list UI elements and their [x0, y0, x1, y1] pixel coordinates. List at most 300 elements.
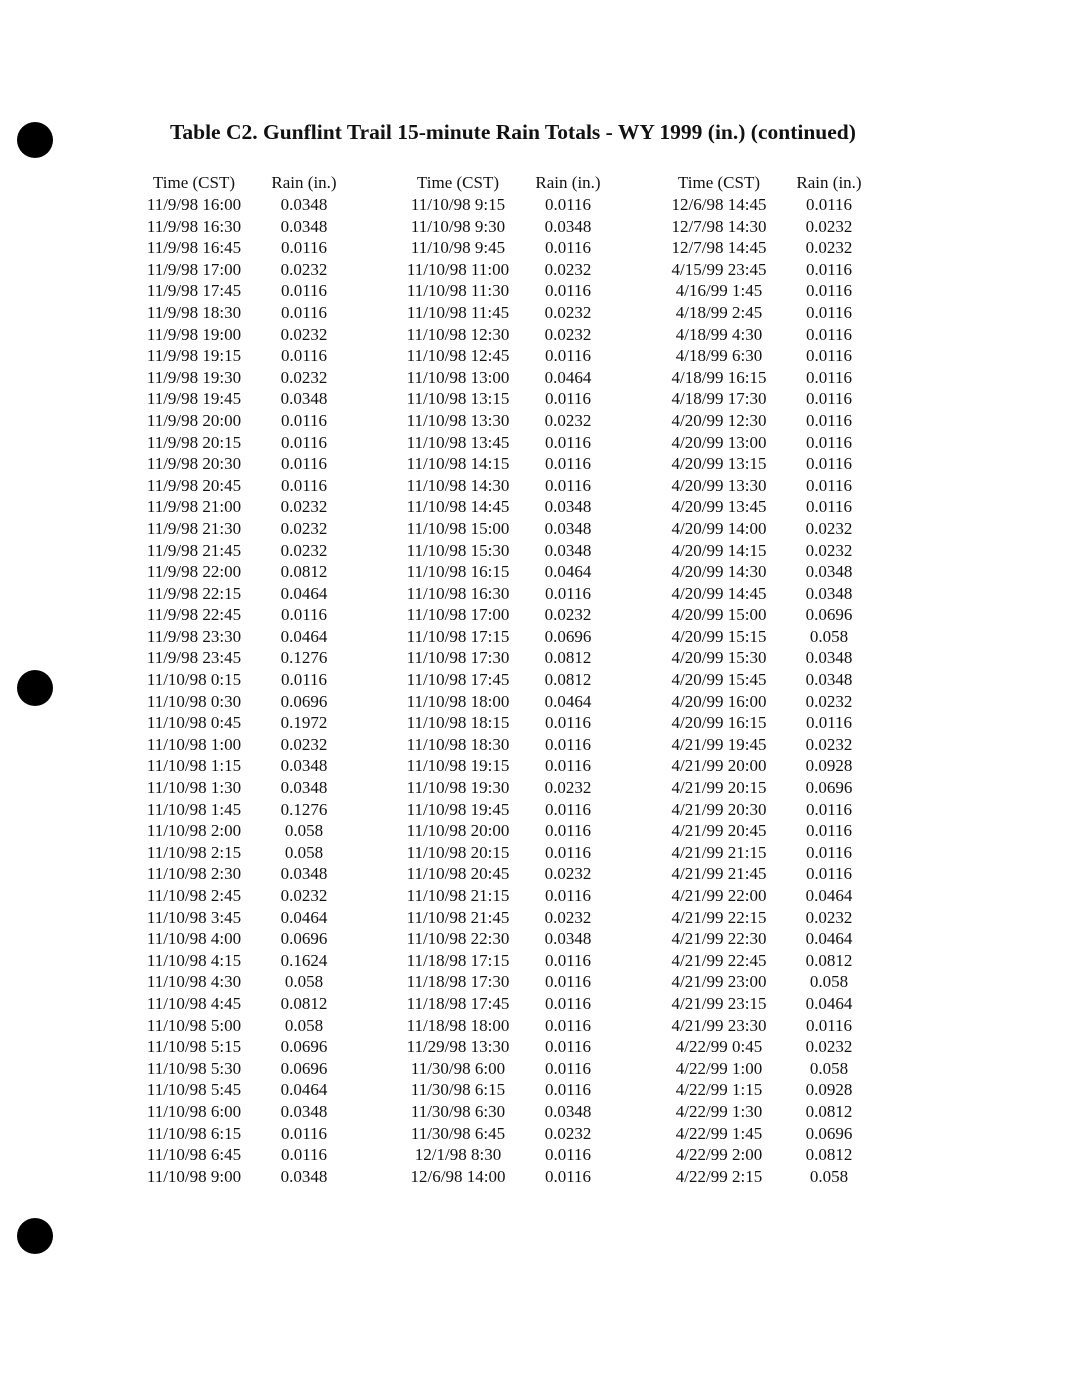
- rain-cell: 0.0232: [544, 778, 592, 798]
- rain-cell: 0.0812: [280, 993, 328, 1013]
- table-row: [654, 755, 874, 777]
- rain-header: Rain (in.): [796, 173, 862, 192]
- time-cell: 4/22/99 1:45: [675, 1123, 763, 1143]
- time-cell: 11/10/98 20:15: [406, 842, 510, 862]
- table-row: [654, 1123, 874, 1145]
- rain-cell: 0.0348: [280, 1101, 328, 1121]
- table-row: [130, 280, 350, 302]
- time-cell: 11/30/98 6:15: [410, 1080, 506, 1100]
- table-row: [130, 367, 350, 389]
- table-row: [654, 626, 874, 648]
- rain-cell: 0.0116: [805, 346, 853, 366]
- rain-cell: 0.0232: [544, 324, 592, 344]
- table-row: [130, 691, 350, 713]
- table-row: [393, 237, 613, 259]
- time-cell: 11/10/98 9:30: [410, 216, 506, 236]
- rain-cell: 0.0116: [805, 799, 853, 819]
- time-cell: 11/9/98 19:30: [146, 367, 242, 387]
- rain-cell: 0.0116: [544, 734, 592, 754]
- rain-cell: 0.0232: [544, 605, 592, 625]
- table-row: [654, 820, 874, 842]
- time-cell: 11/10/98 4:00: [146, 929, 242, 949]
- rain-cell: 0.0116: [280, 1123, 328, 1143]
- rain-cell: 0.0464: [805, 993, 853, 1013]
- table-row: [130, 669, 350, 691]
- rain-cell: 0.0348: [544, 929, 592, 949]
- time-cell: 11/9/98 20:30: [146, 454, 242, 474]
- time-cell: 11/9/98 22:45: [146, 605, 242, 625]
- time-cell: 4/21/99 23:00: [671, 972, 767, 992]
- time-cell: 11/10/98 2:00: [146, 821, 242, 841]
- table-row: [393, 820, 613, 842]
- rain-cell: 0.1624: [280, 950, 328, 970]
- table-rows: [654, 194, 874, 1187]
- time-cell: 11/10/98 5:00: [146, 1015, 242, 1035]
- table-row: [654, 907, 874, 929]
- table-row: [130, 453, 350, 475]
- table-row: [130, 475, 350, 497]
- time-cell: 11/9/98 21:00: [146, 497, 242, 517]
- time-cell: 11/10/98 13:45: [406, 432, 510, 452]
- table-row: [130, 799, 350, 821]
- time-cell: 11/10/98 1:15: [146, 756, 242, 776]
- time-cell: 4/20/99 13:15: [671, 454, 767, 474]
- rain-cell: 0.1276: [280, 648, 328, 668]
- time-header: Time (CST): [416, 173, 500, 192]
- table-row: [393, 518, 613, 540]
- time-cell: 11/10/98 12:30: [406, 324, 510, 344]
- table-row: [393, 842, 613, 864]
- table-row: [654, 237, 874, 259]
- time-cell: 11/18/98 17:30: [406, 972, 510, 992]
- table-row: [654, 345, 874, 367]
- table-row: [654, 410, 874, 432]
- time-cell: 11/9/98 19:45: [146, 389, 242, 409]
- rain-cell: 0.0812: [805, 950, 853, 970]
- table-row: [130, 1166, 350, 1188]
- time-cell: 11/10/98 4:30: [146, 972, 242, 992]
- rain-cell: 0.0116: [544, 799, 592, 819]
- table-row: [393, 691, 613, 713]
- time-cell: 11/10/98 22:30: [406, 929, 510, 949]
- rain-cell: 0.0116: [544, 346, 592, 366]
- rain-cell: 0.0116: [805, 324, 853, 344]
- rain-cell: 0.0696: [805, 778, 853, 798]
- time-cell: 4/21/99 20:30: [671, 799, 767, 819]
- time-cell: 11/9/98 18:30: [146, 302, 242, 322]
- table-row: [393, 907, 613, 929]
- rain-cell: 0.0696: [280, 1037, 328, 1057]
- table-row: [654, 691, 874, 713]
- table-row: [654, 453, 874, 475]
- table-row: [393, 259, 613, 281]
- rain-cell: 0.058: [284, 972, 324, 992]
- time-cell: 4/20/99 13:45: [671, 497, 767, 517]
- rain-cell: 0.0928: [805, 1080, 853, 1100]
- rain-cell: 0.0232: [805, 216, 853, 236]
- time-cell: 11/10/98 21:15: [406, 886, 510, 905]
- table-row: [654, 863, 874, 885]
- time-cell: 4/21/99 20:15: [671, 778, 767, 798]
- rain-cell: 0.0464: [805, 929, 853, 949]
- table-row: [393, 367, 613, 389]
- rain-cell: 0.0116: [544, 1015, 592, 1035]
- rain-cell: 0.0116: [280, 670, 328, 690]
- time-cell: 11/10/98 21:45: [406, 907, 510, 927]
- rain-cell: 0.0116: [805, 475, 853, 495]
- table-row: [130, 950, 350, 972]
- time-cell: 11/10/98 19:45: [406, 799, 510, 819]
- time-cell: 4/16/99 1:45: [675, 281, 763, 301]
- table-row: [130, 734, 350, 756]
- rain-cell: 0.0116: [805, 821, 853, 841]
- table-row: [130, 410, 350, 432]
- rain-cell: 0.0348: [280, 756, 328, 776]
- rain-cell: 0.058: [809, 626, 849, 646]
- time-cell: 11/9/98 23:30: [146, 626, 242, 646]
- rain-cell: 0.0348: [805, 648, 853, 668]
- rain-cell: 0.0232: [544, 1123, 592, 1143]
- rain-cell: 0.0116: [805, 302, 853, 322]
- time-cell: 4/21/99 23:30: [671, 1015, 767, 1035]
- rain-cell: 0.0116: [805, 259, 853, 279]
- rain-cell: 0.0348: [280, 864, 328, 884]
- rain-cell: 0.0232: [280, 497, 328, 517]
- table-row: [393, 885, 613, 907]
- rain-cell: 0.0232: [280, 518, 328, 538]
- table-row: [654, 540, 874, 562]
- table-row: [130, 345, 350, 367]
- table-row: [654, 280, 874, 302]
- rain-cell: 0.0348: [280, 1166, 328, 1186]
- table-row: [130, 971, 350, 993]
- time-cell: 11/9/98 16:30: [146, 216, 242, 236]
- time-cell: 11/10/98 11:30: [406, 281, 510, 301]
- table-row: [654, 432, 874, 454]
- time-cell: 11/9/98 19:00: [146, 324, 242, 344]
- rain-cell: 0.0348: [280, 195, 328, 214]
- table-row: [393, 410, 613, 432]
- table-row: [393, 1079, 613, 1101]
- time-cell: 11/9/98 20:15: [146, 432, 242, 452]
- table-row: [130, 1036, 350, 1058]
- time-cell: 4/20/99 12:30: [671, 410, 767, 430]
- rain-cell: 0.0232: [805, 238, 853, 258]
- time-cell: 11/10/98 14:15: [406, 454, 510, 474]
- time-cell: 4/15/99 23:45: [671, 259, 767, 279]
- table-row: [393, 863, 613, 885]
- time-cell: 4/18/99 6:30: [675, 346, 763, 366]
- table-row: [654, 1058, 874, 1080]
- table-row: [393, 496, 613, 518]
- rain-cell: 0.0348: [280, 389, 328, 409]
- time-cell: 11/9/98 16:45: [146, 238, 242, 258]
- rain-cell: 0.0232: [805, 734, 853, 754]
- rain-cell: 0.0464: [805, 886, 853, 905]
- column-header-row: [393, 172, 613, 194]
- time-cell: 4/18/99 4:30: [675, 324, 763, 344]
- column-header-row: [130, 172, 350, 194]
- time-cell: 11/10/98 12:45: [406, 346, 510, 366]
- time-cell: 11/10/98 18:15: [406, 713, 510, 733]
- rain-cell: 0.0116: [544, 454, 592, 474]
- table-row: [654, 1079, 874, 1101]
- table-title: Table C2. Gunflint Trail 15-minute Rain Totals - WY 1999 (in.) (continued): [170, 120, 856, 144]
- rain-cell: 0.0696: [280, 1058, 328, 1078]
- table-row: [654, 647, 874, 669]
- time-cell: 11/10/98 5:45: [146, 1080, 242, 1100]
- time-cell: 11/10/98 9:00: [146, 1166, 242, 1186]
- table-row: [393, 604, 613, 626]
- time-cell: 4/20/99 14:30: [671, 562, 767, 582]
- rain-cell: 0.0232: [544, 907, 592, 927]
- time-header: Time (CST): [677, 173, 761, 192]
- time-cell: 11/10/98 17:45: [406, 670, 510, 690]
- table-row: [130, 302, 350, 324]
- time-cell: 11/9/98 19:15: [146, 346, 242, 366]
- table-row: [130, 237, 350, 259]
- rain-cell: 0.0116: [805, 432, 853, 452]
- time-cell: 12/7/98 14:45: [671, 238, 767, 258]
- time-cell: 11/10/98 11:45: [406, 302, 510, 322]
- rain-cell: 0.0232: [544, 302, 592, 322]
- rain-cell: 0.0116: [544, 475, 592, 495]
- time-cell: 4/21/99 22:15: [671, 907, 767, 927]
- rain-cell: 0.1276: [280, 799, 328, 819]
- time-cell: 11/10/98 4:15: [146, 950, 242, 970]
- table-row: [393, 647, 613, 669]
- table-row: [393, 1166, 613, 1188]
- rain-cell: 0.0464: [280, 583, 328, 603]
- rain-cell: 0.0232: [805, 518, 853, 538]
- table-row: [654, 496, 874, 518]
- table-row: [130, 496, 350, 518]
- rain-cell: 0.0116: [544, 886, 592, 905]
- rain-cell: 0.0928: [805, 756, 853, 776]
- table-row: [654, 669, 874, 691]
- table-row: [393, 1036, 613, 1058]
- time-cell: 11/9/98 21:45: [146, 540, 242, 560]
- time-cell: 11/10/98 2:30: [146, 864, 242, 884]
- table-row: [130, 755, 350, 777]
- time-cell: 11/10/98 20:45: [406, 864, 510, 884]
- table-row: [130, 1058, 350, 1080]
- table-row: [654, 259, 874, 281]
- rain-cell: 0.058: [809, 1166, 849, 1186]
- time-cell: 11/30/98 6:00: [410, 1058, 506, 1078]
- time-cell: 4/22/99 1:00: [675, 1058, 763, 1078]
- table-row: [130, 885, 350, 907]
- table-row: [130, 626, 350, 648]
- time-cell: 4/18/99 16:15: [671, 367, 767, 387]
- time-cell: 11/10/98 1:30: [146, 778, 242, 798]
- rain-cell: 0.0464: [544, 562, 592, 582]
- table-row: [654, 777, 874, 799]
- rain-cell: 0.058: [284, 1015, 324, 1035]
- rain-cell: 0.0116: [544, 1058, 592, 1078]
- rain-cell: 0.0116: [544, 713, 592, 733]
- rain-cell: 0.0232: [544, 259, 592, 279]
- table-row: [393, 1144, 613, 1166]
- time-cell: 4/21/99 22:00: [671, 886, 767, 905]
- rain-cell: 0.058: [284, 842, 324, 862]
- rain-cell: 0.0232: [805, 691, 853, 711]
- rain-cell: 0.0116: [805, 842, 853, 862]
- rain-cell: 0.0464: [280, 1080, 328, 1100]
- table-row: [654, 388, 874, 410]
- table-row: [130, 1015, 350, 1037]
- table-row: [130, 259, 350, 281]
- table-row: [130, 1123, 350, 1145]
- time-cell: 11/10/98 9:15: [410, 195, 506, 214]
- table-row: [393, 583, 613, 605]
- table-row: [393, 712, 613, 734]
- table-row: [393, 194, 613, 216]
- time-cell: 11/10/98 17:15: [406, 626, 510, 646]
- rain-cell: 0.0116: [544, 583, 592, 603]
- rain-cell: 0.0116: [805, 410, 853, 430]
- time-cell: 11/10/98 5:15: [146, 1037, 242, 1057]
- rain-cell: 0.0116: [280, 302, 328, 322]
- time-cell: 11/18/98 18:00: [406, 1015, 510, 1035]
- time-cell: 4/18/99 17:30: [671, 389, 767, 409]
- rain-cell: 0.0116: [544, 950, 592, 970]
- rain-cell: 0.0116: [805, 195, 853, 214]
- table-column-group: [393, 172, 613, 1187]
- rain-cell: 0.0232: [280, 367, 328, 387]
- rain-cell: 0.0348: [544, 216, 592, 236]
- rain-cell: 0.0232: [280, 324, 328, 344]
- time-cell: 4/20/99 13:30: [671, 475, 767, 495]
- time-cell: 11/30/98 6:45: [410, 1123, 506, 1143]
- time-cell: 11/10/98 17:30: [406, 648, 510, 668]
- table-row: [393, 345, 613, 367]
- table-row: [130, 712, 350, 734]
- rain-cell: 0.0348: [544, 497, 592, 517]
- rain-cell: 0.0696: [805, 1123, 853, 1143]
- rain-cell: 0.0116: [544, 1037, 592, 1057]
- table-row: [393, 1123, 613, 1145]
- time-cell: 4/20/99 16:15: [671, 713, 767, 733]
- table-row: [654, 993, 874, 1015]
- time-cell: 12/1/98 8:30: [414, 1145, 502, 1165]
- time-cell: 4/20/99 13:00: [671, 432, 767, 452]
- table-row: [654, 561, 874, 583]
- table-row: [654, 367, 874, 389]
- column-header-row: [654, 172, 874, 194]
- table-row: [654, 712, 874, 734]
- time-cell: 11/10/98 16:15: [406, 562, 510, 582]
- rain-cell: 0.0348: [280, 778, 328, 798]
- table-row: [654, 194, 874, 216]
- rain-cell: 0.0116: [280, 346, 328, 366]
- rain-cell: 0.0116: [805, 1015, 853, 1035]
- rain-cell: 0.0812: [805, 1145, 853, 1165]
- table-row: [654, 885, 874, 907]
- table-row: [393, 432, 613, 454]
- time-cell: 11/10/98 3:45: [146, 907, 242, 927]
- table-row: [393, 302, 613, 324]
- table-row: [130, 647, 350, 669]
- rain-cell: 0.0116: [805, 367, 853, 387]
- time-cell: 4/20/99 14:00: [671, 518, 767, 538]
- table-row: [130, 324, 350, 346]
- rain-cell: 0.0116: [280, 238, 328, 258]
- time-cell: 11/18/98 17:45: [406, 993, 510, 1013]
- time-cell: 4/21/99 22:45: [671, 950, 767, 970]
- time-cell: 11/10/98 16:30: [406, 583, 510, 603]
- table-row: [393, 475, 613, 497]
- rain-cell: 0.0812: [544, 670, 592, 690]
- table-column-group: [654, 172, 874, 1187]
- rain-cell: 0.0232: [280, 886, 328, 905]
- rain-cell: 0.0116: [544, 993, 592, 1013]
- table-row: [654, 475, 874, 497]
- table-row: [130, 842, 350, 864]
- table-row: [130, 863, 350, 885]
- rain-cell: 0.0348: [805, 583, 853, 603]
- table-row: [130, 518, 350, 540]
- time-cell: 4/21/99 20:00: [671, 756, 767, 776]
- table-row: [130, 1079, 350, 1101]
- table-row: [654, 950, 874, 972]
- time-cell: 11/10/98 13:15: [406, 389, 510, 409]
- rain-cell: 0.0116: [805, 864, 853, 884]
- table-rows: [393, 194, 613, 1187]
- time-cell: 11/9/98 17:45: [146, 281, 242, 301]
- time-cell: 11/10/98 13:30: [406, 410, 510, 430]
- table-row: [393, 950, 613, 972]
- rain-cell: 0.0116: [280, 281, 328, 301]
- table-row: [130, 777, 350, 799]
- table-row: [654, 583, 874, 605]
- time-cell: 11/10/98 2:45: [146, 886, 242, 905]
- rain-cell: 0.0348: [280, 216, 328, 236]
- table-row: [130, 583, 350, 605]
- time-cell: 11/10/98 18:00: [406, 691, 510, 711]
- rain-cell: 0.0812: [805, 1101, 853, 1121]
- time-cell: 12/6/98 14:00: [410, 1166, 506, 1186]
- table-row: [393, 734, 613, 756]
- rain-cell: 0.0232: [805, 1037, 853, 1057]
- table-row: [654, 1036, 874, 1058]
- rain-cell: 0.0232: [544, 410, 592, 430]
- rain-cell: 0.0232: [805, 907, 853, 927]
- rain-cell: 0.0464: [544, 367, 592, 387]
- time-cell: 11/10/98 17:00: [406, 605, 510, 625]
- binder-hole: [17, 670, 53, 706]
- time-cell: 4/20/99 15:45: [671, 670, 767, 690]
- rain-header: Rain (in.): [535, 173, 601, 192]
- rain-cell: 0.0696: [280, 691, 328, 711]
- time-header: Time (CST): [152, 173, 236, 192]
- time-cell: 11/10/98 6:00: [146, 1101, 242, 1121]
- time-cell: 11/10/98 20:00: [406, 821, 510, 841]
- time-cell: 11/10/98 6:15: [146, 1123, 242, 1143]
- table-row: [654, 1015, 874, 1037]
- rain-cell: 0.0116: [280, 410, 328, 430]
- rain-cell: 0.0116: [805, 497, 853, 517]
- table-row: [654, 1166, 874, 1188]
- table-row: [130, 388, 350, 410]
- time-cell: 11/10/98 14:45: [406, 497, 510, 517]
- table-row: [130, 907, 350, 929]
- time-cell: 11/9/98 20:45: [146, 475, 242, 495]
- rain-cell: 0.0116: [544, 195, 592, 214]
- rain-cell: 0.058: [284, 821, 324, 841]
- time-cell: 4/22/99 1:30: [675, 1101, 763, 1121]
- time-cell: 11/10/98 1:45: [146, 799, 242, 819]
